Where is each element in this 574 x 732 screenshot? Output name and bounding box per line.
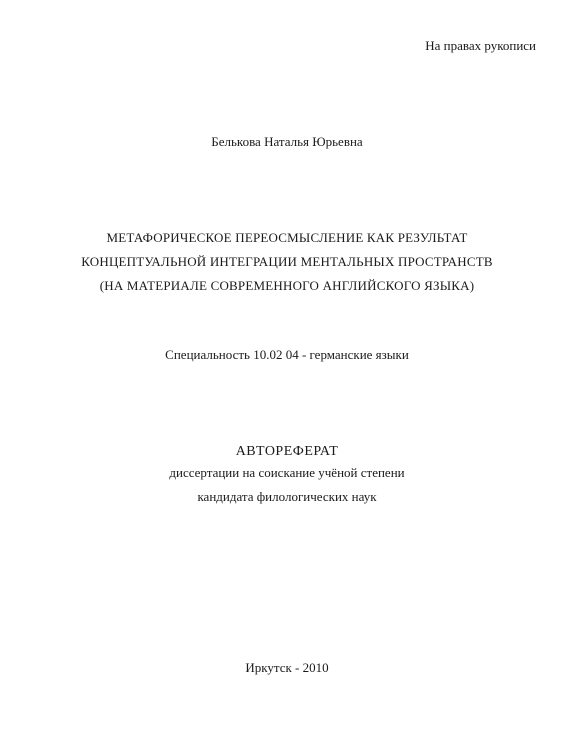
title-line: (НА МАТЕРИАЛЕ СОВРЕМЕННОГО АНГЛИЙСКОГО ЯЗЫКА) — [99, 278, 475, 293]
abstract-block — [0, 443, 574, 509]
city-year: Иркутск - 2010 — [245, 660, 329, 675]
author-name: Белькова Наталья Юрьевна — [211, 134, 363, 149]
specialty-line: Специальность 10.02 04 - германские языки — [165, 347, 409, 362]
abstract-label: АВТОРЕФЕРАТ — [235, 444, 339, 459]
title-line: КОНЦЕПТУАЛЬНОЙ ИНТЕГРАЦИИ МЕНТАЛЬНЫХ ПРОСТРАНСТВ — [81, 254, 493, 269]
rights-note: На правах рукописи — [425, 38, 536, 53]
abstract-subtitle-line: кандидата филологических наук — [197, 489, 377, 504]
abstract-subtitle-line: диссертации на соискание учёной степени — [169, 465, 405, 480]
title-line: МЕТАФОРИЧЕСКОЕ ПЕРЕОСМЫСЛЕНИЕ КАК РЕЗУЛЬТАТ — [106, 230, 468, 245]
dissertation-title — [0, 226, 574, 298]
